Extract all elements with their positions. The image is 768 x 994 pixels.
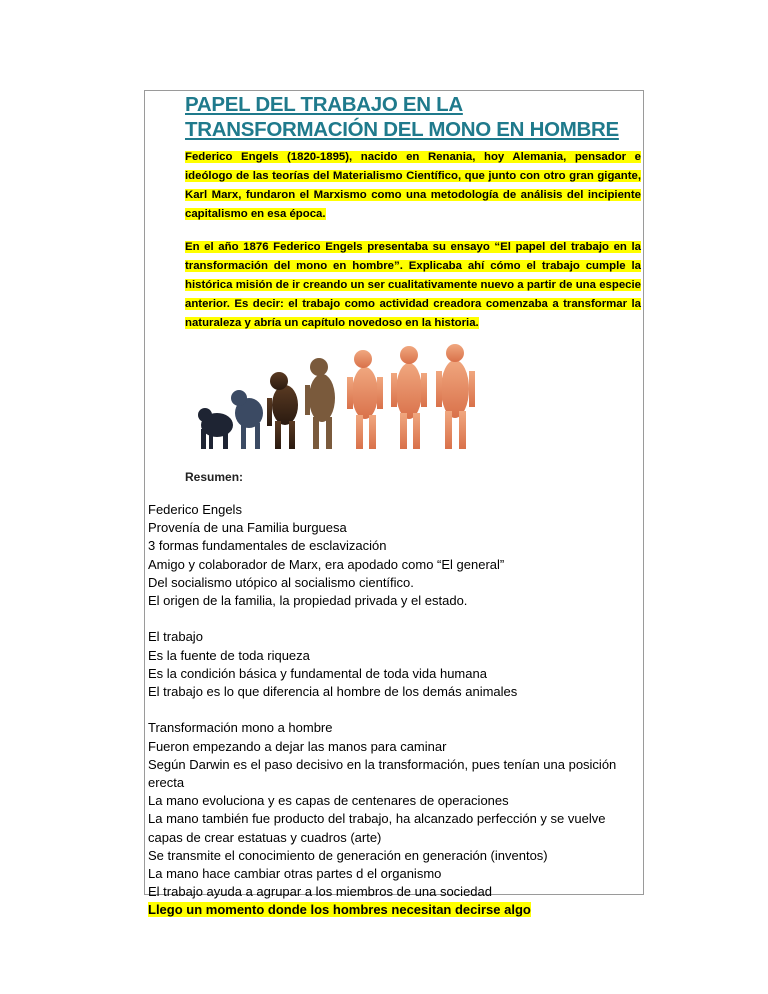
note-line: La mano hace cambiar otras partes d el organismo <box>148 866 442 882</box>
summary-notes <box>148 501 638 920</box>
note-line: El trabajo <box>148 629 203 645</box>
note-line: Provenía de una Familia burguesa <box>148 520 347 536</box>
note-line: Se transmite el conocimiento de generación en generación (inventos) <box>148 847 548 863</box>
ape-figure <box>198 408 233 449</box>
intro-paragraph-text: Federico Engels (1820-1895), nacido en Renania, hoy Alemania, pensador e ideólogo de las teorías del Materialismo Científico, que junto con otro gran gigante, Karl Marx, fundaron el Marxismo como una metodología de análisis del incipiente capitalismo en esa época. <box>185 151 641 220</box>
header-section <box>185 92 641 333</box>
document-title: PAPEL DEL TRABAJO EN LA TRANSFORMACIÓN DEL MONO EN HOMBRE <box>185 93 619 141</box>
summary-label: Resumen: <box>185 470 244 484</box>
evolution-illustration <box>187 343 505 451</box>
note-line: El origen de la familia, la propiedad privada y el estado. <box>148 593 468 609</box>
note-line: La mano también fue producto del trabajo, ha alcanzado perfección y se vuelve capas de crear estatuas y cuadros (arte) <box>148 811 606 845</box>
human-figure <box>391 346 427 449</box>
note-line: Del socialismo utópico al socialismo científico. <box>148 574 414 590</box>
note-line: Federico Engels <box>148 502 242 517</box>
note-line: Fueron empezando a dejar las manos para caminar <box>148 738 447 754</box>
note-line: El trabajo ayuda a agrupar a los miembros de una sociedad <box>148 884 492 900</box>
hominid-figure <box>267 372 298 449</box>
note-line: La mano evoluciona y es capas de centenares de operaciones <box>148 793 509 809</box>
note-line: Transformación mono a hombre <box>148 720 333 736</box>
intro-paragraph <box>185 148 641 224</box>
essay-paragraph-text: En el año 1876 Federico Engels presentaba su ensayo “El papel del trabajo en la transformación del mono en hombre”. Explicaba ahí cómo el trabajo cumple la histórica misión de ir creando un ser cualitativamente nuevo a partir de una especie anterior. Es decir: el trabajo como actividad creadora comenzaba a transformar la naturaleza y abría un capítulo novedoso en la historia. <box>185 241 641 329</box>
highlighted-note-text: Llego un momento donde los hombres necesitan decirse algo <box>148 902 531 918</box>
early-human-figure <box>347 350 383 449</box>
hominid-figure <box>305 358 335 449</box>
note-line: Es la fuente de toda riqueza <box>148 647 310 663</box>
note-line: 3 formas fundamentales de esclavización <box>148 538 387 554</box>
essay-paragraph <box>185 238 641 333</box>
note-line: Es la condición básica y fundamental de toda vida humana <box>148 665 487 681</box>
note-line: El trabajo es lo que diferencia al hombre de los demás animales <box>148 684 518 700</box>
ape-figure <box>231 390 263 449</box>
highlighted-note-line <box>148 901 638 919</box>
note-line: Amigo y colaborador de Marx, era apodado como “El general” <box>148 556 505 572</box>
human-figure <box>436 344 475 449</box>
note-line: Según Darwin es el paso decisivo en la transformación, pues tenían una posición erecta <box>148 756 617 791</box>
